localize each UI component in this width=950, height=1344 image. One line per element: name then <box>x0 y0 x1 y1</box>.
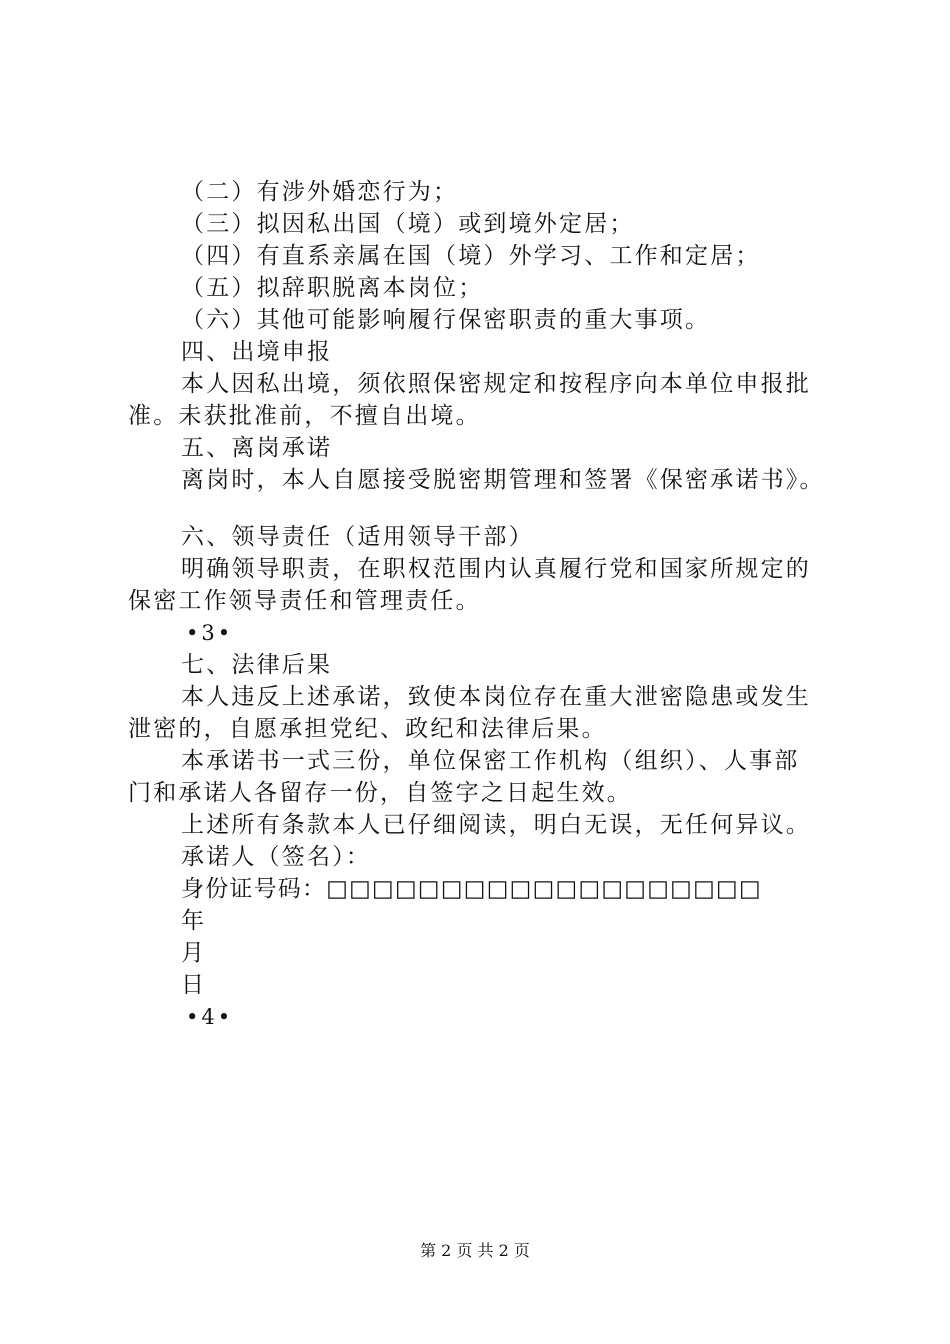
paragraph-line: 明确领导职责，在职权范围内认真履行党和国家所规定的 <box>181 556 811 582</box>
date-year-label: 年 <box>181 908 207 934</box>
item-two: （二）有涉外婚恋行为； <box>181 179 459 205</box>
section-heading-leadership-responsibility: 六、领导责任（适用领导干部） <box>181 524 534 550</box>
paragraph-line: 泄密的，自愿承担党纪、政纪和法律后果。 <box>128 716 607 742</box>
paragraph-line: 保密工作领导责任和管理责任。 <box>128 588 481 614</box>
section-heading-departure-commitment: 五、离岗承诺 <box>181 435 333 461</box>
item-six: （六）其他可能影响履行保密职责的重大事项。 <box>181 307 711 333</box>
item-three: （三）拟因私出国（境）或到境外定居； <box>181 211 635 237</box>
item-four: （四）有直系亲属在国（境）外学习、工作和定居； <box>181 243 761 269</box>
page-footer: 第 2 页 共 2 页 <box>420 1241 530 1260</box>
paragraph-line: 本人因私出境，须依照保密规定和按程序向本单位申报批 <box>181 371 811 397</box>
page-number-marker: •3• <box>186 621 234 645</box>
section-heading-exit-report: 四、出境申报 <box>181 339 333 365</box>
page-number-marker: •4• <box>186 1005 234 1029</box>
paragraph-line: 本人违反上述承诺，致使本岗位存在重大泄密隐患或发生 <box>181 684 811 710</box>
signature-line: 承诺人（签名）： <box>181 844 372 870</box>
paragraph-line: 上述所有条款本人已仔细阅读，明白无误，无任何异议。 <box>181 812 811 838</box>
paragraph-line: 准。未获批准前，不擅自出境。 <box>128 403 481 429</box>
paragraph-line: 本承诺书一式三份，单位保密工作机构（组织）、人事部 <box>181 748 800 774</box>
section-heading-legal-consequences: 七、法律后果 <box>181 652 333 678</box>
date-day-label: 日 <box>181 972 207 998</box>
paragraph-line: 门和承诺人各留存一份，自签字之日起生效。 <box>128 780 632 806</box>
date-month-label: 月 <box>181 940 207 966</box>
item-five: （五）拟辞职脱离本岗位； <box>181 275 484 301</box>
id-number-line: 身份证号码：□□□□□□□□□□□□□□□□□□□ <box>181 876 762 902</box>
paragraph-line: 离岗时，本人自愿接受脱密期管理和签署《保密承诺书》。 <box>181 467 825 493</box>
